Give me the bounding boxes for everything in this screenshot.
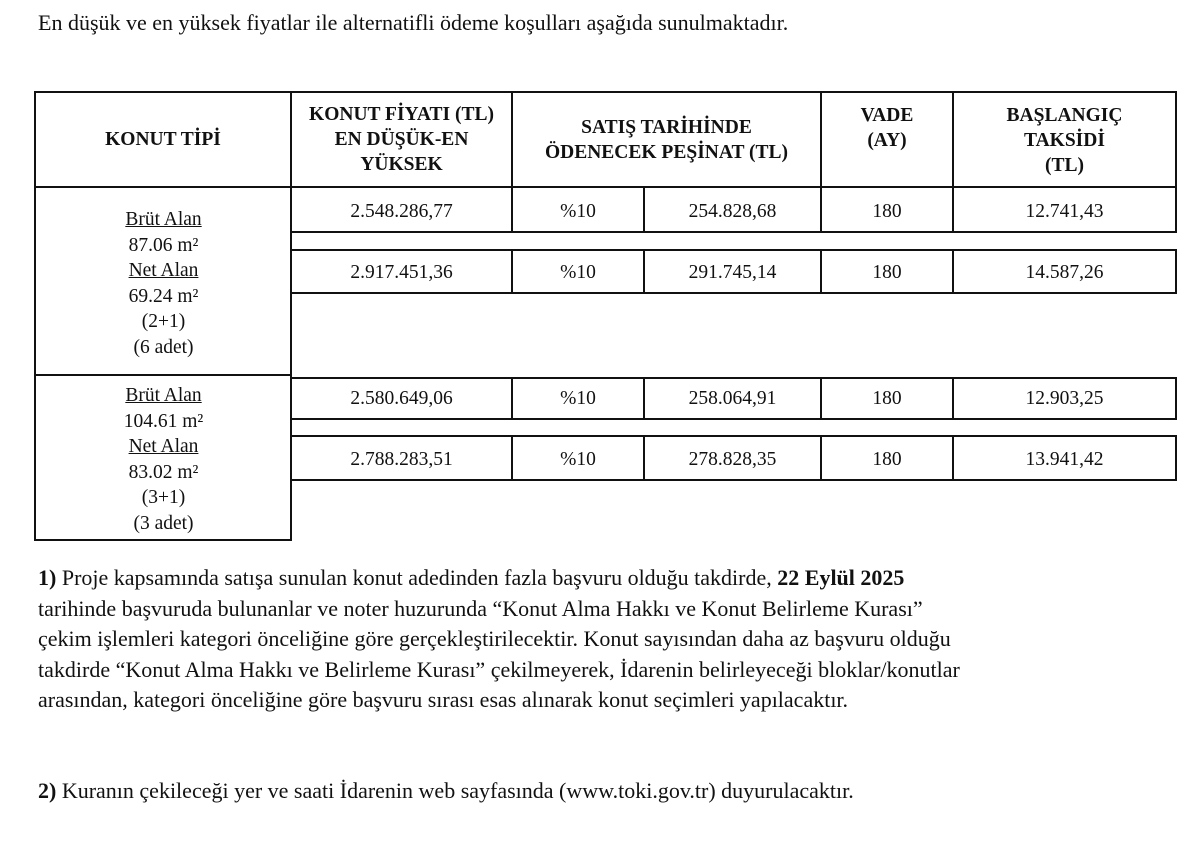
konut-tipi-2plus1: Brüt Alan 87.06 m² Net Alan 69.24 m² (2+1) (6 adet) <box>125 209 202 358</box>
installment-cell: 12.741,43 <box>1025 201 1104 222</box>
konut-tipi-3plus1: Brüt Alan 104.61 m² Net Alan 83.02 m² (3+1) (3 adet) <box>123 385 204 534</box>
header-konut-tipi: KONUT TİPİ <box>105 129 221 150</box>
header-konut-fiyati: KONUT FİYATI (TL) EN DÜŞÜK-EN YÜKSEK <box>309 104 494 175</box>
price-cell: 2.788.283,51 <box>350 449 453 470</box>
note-2-text: Kuranın çekileceği yer ve saati İdarenin web sayfasında (www.toki.gov.tr) duyurulacaktır. <box>61 778 854 803</box>
intro-text: En düşük ve en yüksek fiyatlar ile alternatifli ödeme koşulları aşağıda sunulmaktadır. <box>38 10 789 35</box>
note-1-line: takdirde “Konut Alma Hakkı ve Belirleme Kurası” çekilmeyerek, İdarenin belirleyeceği bloklar/konutlar <box>38 656 960 682</box>
note-1 <box>38 563 960 716</box>
note-1-number: 1) <box>38 565 57 590</box>
price-cell: 2.917.451,36 <box>350 262 453 283</box>
note-2 <box>38 776 854 807</box>
term-cell: 180 <box>872 388 902 409</box>
term-cell: 180 <box>872 262 902 283</box>
header-pesinat: SATIŞ TARİHİNDE ÖDENECEK PEŞİNAT (TL) <box>544 117 789 163</box>
header-vade: VADE (AY) <box>860 105 914 151</box>
header-baslangic-taksidi: BAŞLANGIÇ TAKSİDİ (TL) <box>1006 105 1123 176</box>
note-1-date: 22 Eylül 2025 <box>777 565 905 590</box>
percent-cell: %10 <box>560 388 596 409</box>
price-cell: 2.580.649,06 <box>350 388 453 409</box>
term-cell: 180 <box>872 449 902 470</box>
percent-cell: %10 <box>560 449 596 470</box>
installment-cell: 13.941,42 <box>1025 449 1104 470</box>
installment-cell: 12.903,25 <box>1025 388 1104 409</box>
down-payment-cell: 254.828,68 <box>688 201 777 222</box>
note-1-line: tarihinde başvuruda bulunanlar ve noter huzurunda “Konut Alma Hakkı ve Konut Belirleme Kurası” <box>38 595 923 621</box>
down-payment-cell: 278.828,35 <box>688 449 777 470</box>
note-1-line: Proje kapsamında satışa sunulan konut adedinden fazla başvuru olduğu takdirde, <box>61 565 772 590</box>
note-1-line: arasından, kategori önceliğine göre başvuru sırası esas alınarak konut seçimleri yapılacaktır. <box>38 687 849 712</box>
note-1-line: çekim işlemleri kategori önceliğine göre gerçekleştirilecektir. Konut sayısından daha az başvuru olduğu <box>38 626 951 651</box>
installment-cell: 14.587,26 <box>1025 262 1104 283</box>
note-2-number: 2) <box>38 778 57 803</box>
term-cell: 180 <box>872 201 902 222</box>
percent-cell: %10 <box>560 201 596 222</box>
down-payment-cell: 258.064,91 <box>688 388 777 409</box>
down-payment-cell: 291.745,14 <box>688 262 777 283</box>
price-cell: 2.548.286,77 <box>350 201 453 222</box>
percent-cell: %10 <box>560 262 596 283</box>
